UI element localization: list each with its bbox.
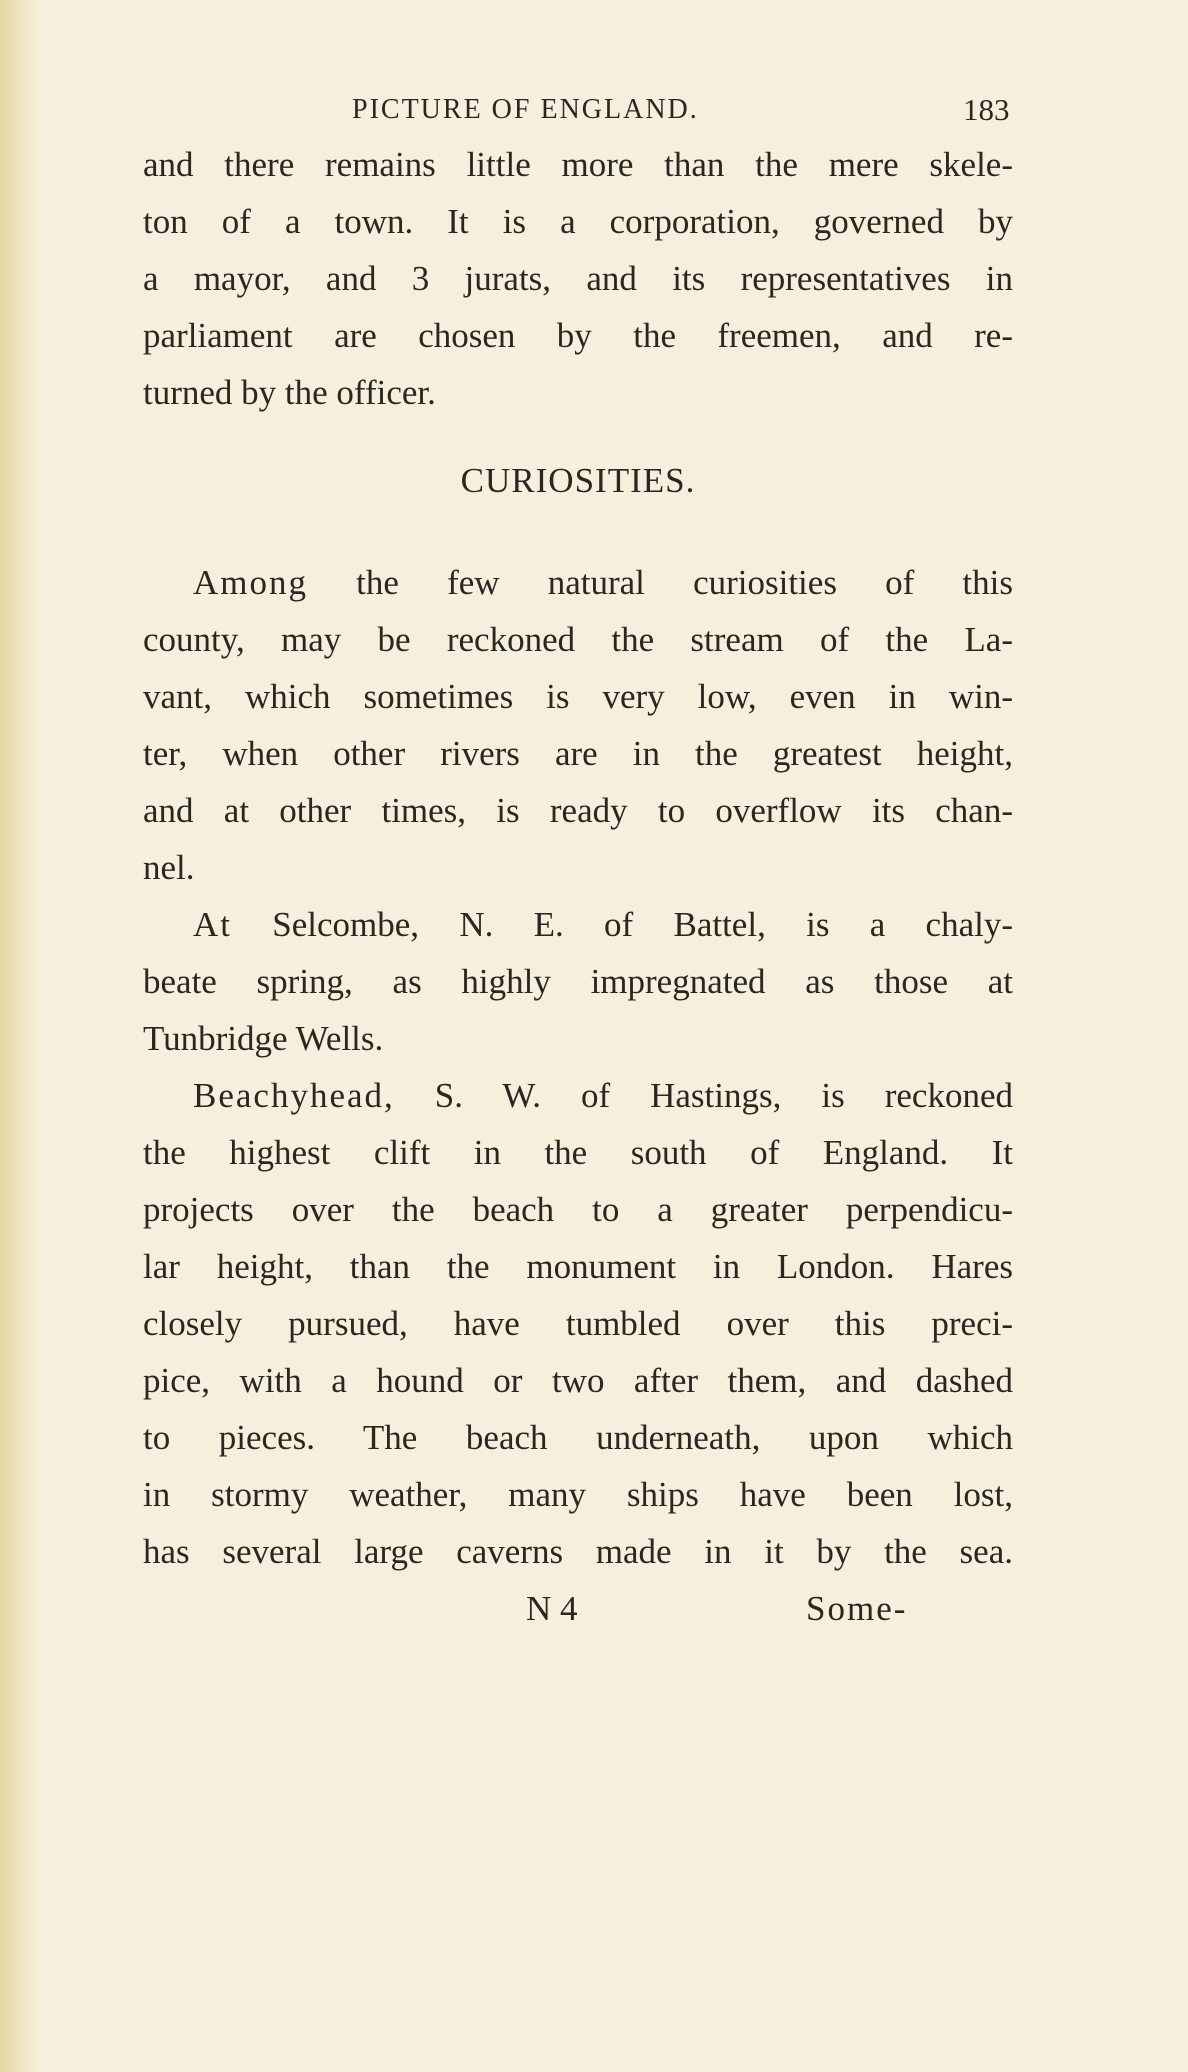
page-number: 183 xyxy=(963,92,1010,127)
text-line xyxy=(143,1067,1013,1124)
signature-mark: N 4 xyxy=(526,1589,578,1628)
running-title: PICTURE OF ENGLAND. xyxy=(352,94,699,125)
paragraph-1 xyxy=(143,136,1013,421)
text-line-rest: the few natural curiosities of this xyxy=(308,563,1013,602)
text-line: beate spring, as highly impregnated as those at xyxy=(143,962,1013,1001)
text-line: a mayor, and 3 jurats, and its representatives in xyxy=(143,259,1013,298)
text-line: in stormy weather, many ships have been lost, xyxy=(143,1475,1013,1514)
lead-word: At xyxy=(193,905,232,944)
paragraph-4 xyxy=(143,1067,1013,1580)
text-line: closely pursued, have tumbled over this preci- xyxy=(143,1304,1013,1343)
body-text xyxy=(143,136,1013,1637)
text-line: parliament are chosen by the freemen, and re- xyxy=(143,316,1013,355)
page-footer xyxy=(143,1580,1013,1637)
text-line: Tunbridge Wells. xyxy=(143,1019,384,1058)
text-line: nel. xyxy=(143,848,195,887)
text-line: pice, with a hound or two after them, and dashed xyxy=(143,1361,1013,1400)
text-line: ter, when other rivers are in the greatest height, xyxy=(143,734,1013,773)
paragraph-3 xyxy=(143,896,1013,1067)
text-line: the highest clift in the south of England. It xyxy=(143,1133,1013,1172)
text-line xyxy=(143,554,1013,611)
text-line: turned by the officer. xyxy=(143,373,436,412)
running-head xyxy=(0,94,1188,134)
catchword: Some- xyxy=(806,1589,908,1628)
text-line: and there remains little more than the mere skele- xyxy=(143,145,1013,184)
text-line: projects over the beach to a greater perpendicu- xyxy=(143,1190,1013,1229)
text-line: lar height, than the monument in London. Hares xyxy=(143,1247,1013,1286)
text-line-rest: S. W. of Hastings, is reckoned xyxy=(394,1076,1013,1115)
page-edge-stain xyxy=(0,0,40,2072)
lead-word: Beachyhead, xyxy=(193,1076,395,1115)
text-line: to pieces. The beach underneath, upon which xyxy=(143,1418,1013,1457)
text-line: ton of a town. It is a corporation, governed by xyxy=(143,202,1013,241)
text-line: has several large caverns made in it by the sea. xyxy=(143,1532,1013,1571)
text-line: and at other times, is ready to overflow its chan- xyxy=(143,791,1013,830)
text-line: county, may be reckoned the stream of the La- xyxy=(143,620,1013,659)
lead-word: Among xyxy=(193,563,308,602)
text-line: vant, which sometimes is very low, even in win- xyxy=(143,677,1013,716)
text-line xyxy=(143,896,1013,953)
paragraph-2 xyxy=(143,554,1013,896)
text-line-rest: Selcombe, N. E. of Battel, is a chaly- xyxy=(232,905,1013,944)
section-heading: CURIOSITIES. xyxy=(460,461,696,500)
